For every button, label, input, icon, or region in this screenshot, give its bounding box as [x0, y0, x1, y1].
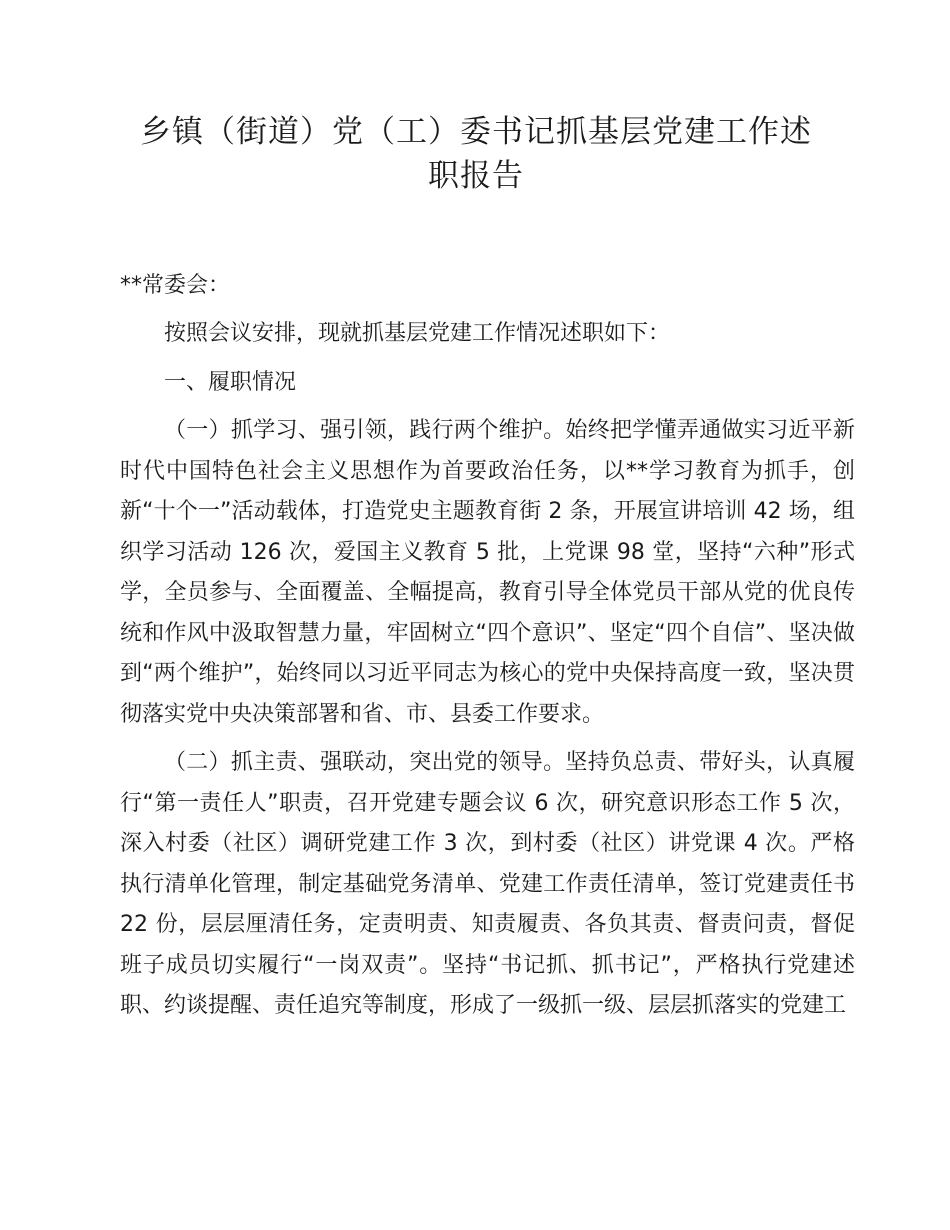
page-title [118, 0, 834, 198]
title-line-1: 乡镇（街道）党（工）委书记抓基层党建工作述 [140, 114, 812, 150]
body-paragraph-2: （二）抓主责、强联动，突出党的领导。坚持负总责、带好头，认真履行“第一责任人”职责，召开党建专题会议 6 次，研究意识形态工作 5 次，深入村委（社区）调研党建工作 3 次，到村委（社区）讲党课 4 次。严格执行清单化管理，制定基础党务清单、党建工作责任清单，签订党建责任书 22 份，层层厘清任务，定责明责、知责履责、各负其责、督责问责，督促班子成员切实履行“一岗双责”。坚持“书记抓、抓书记”，严格执行党建述职、约谈提醒、责任追究等制度，形成了一级抓一级、层层抓落实的党建工 [120, 750, 855, 1018]
intro-paragraph: 按照会议安排，现就抓基层党建工作情况述职如下： [164, 321, 671, 346]
title-line-2: 职报告 [428, 158, 524, 194]
body-paragraph-1: （一）抓学习、强引领，践行两个维护。始终把学懂弄通做实习近平新时代中国特色社会主义思想作为首要政治任务，以**学习教育为抓手，创新“十个一”活动载体，打造党史主题教育街 2 条，开展宣讲培训 42 场，组织学习活动 126 次，爱国主义教育 5 批，上党课 98 堂，坚持“六种”形式学，全员参与、全面覆盖、全幅提高，教育引导全体党员干部从党的优良传统和作风中汲取智慧力量，牢固树立“四个意识”、坚定“四个自信”、坚决做到“两个维护”，始终同以习近平同志为核心的党中央保持高度一致，坚决贯彻落实党中央决策部署和省、市、县委工作要求。 [120, 418, 855, 727]
salutation: **常委会： [120, 273, 231, 298]
section-heading: 一、履职情况 [164, 369, 297, 395]
